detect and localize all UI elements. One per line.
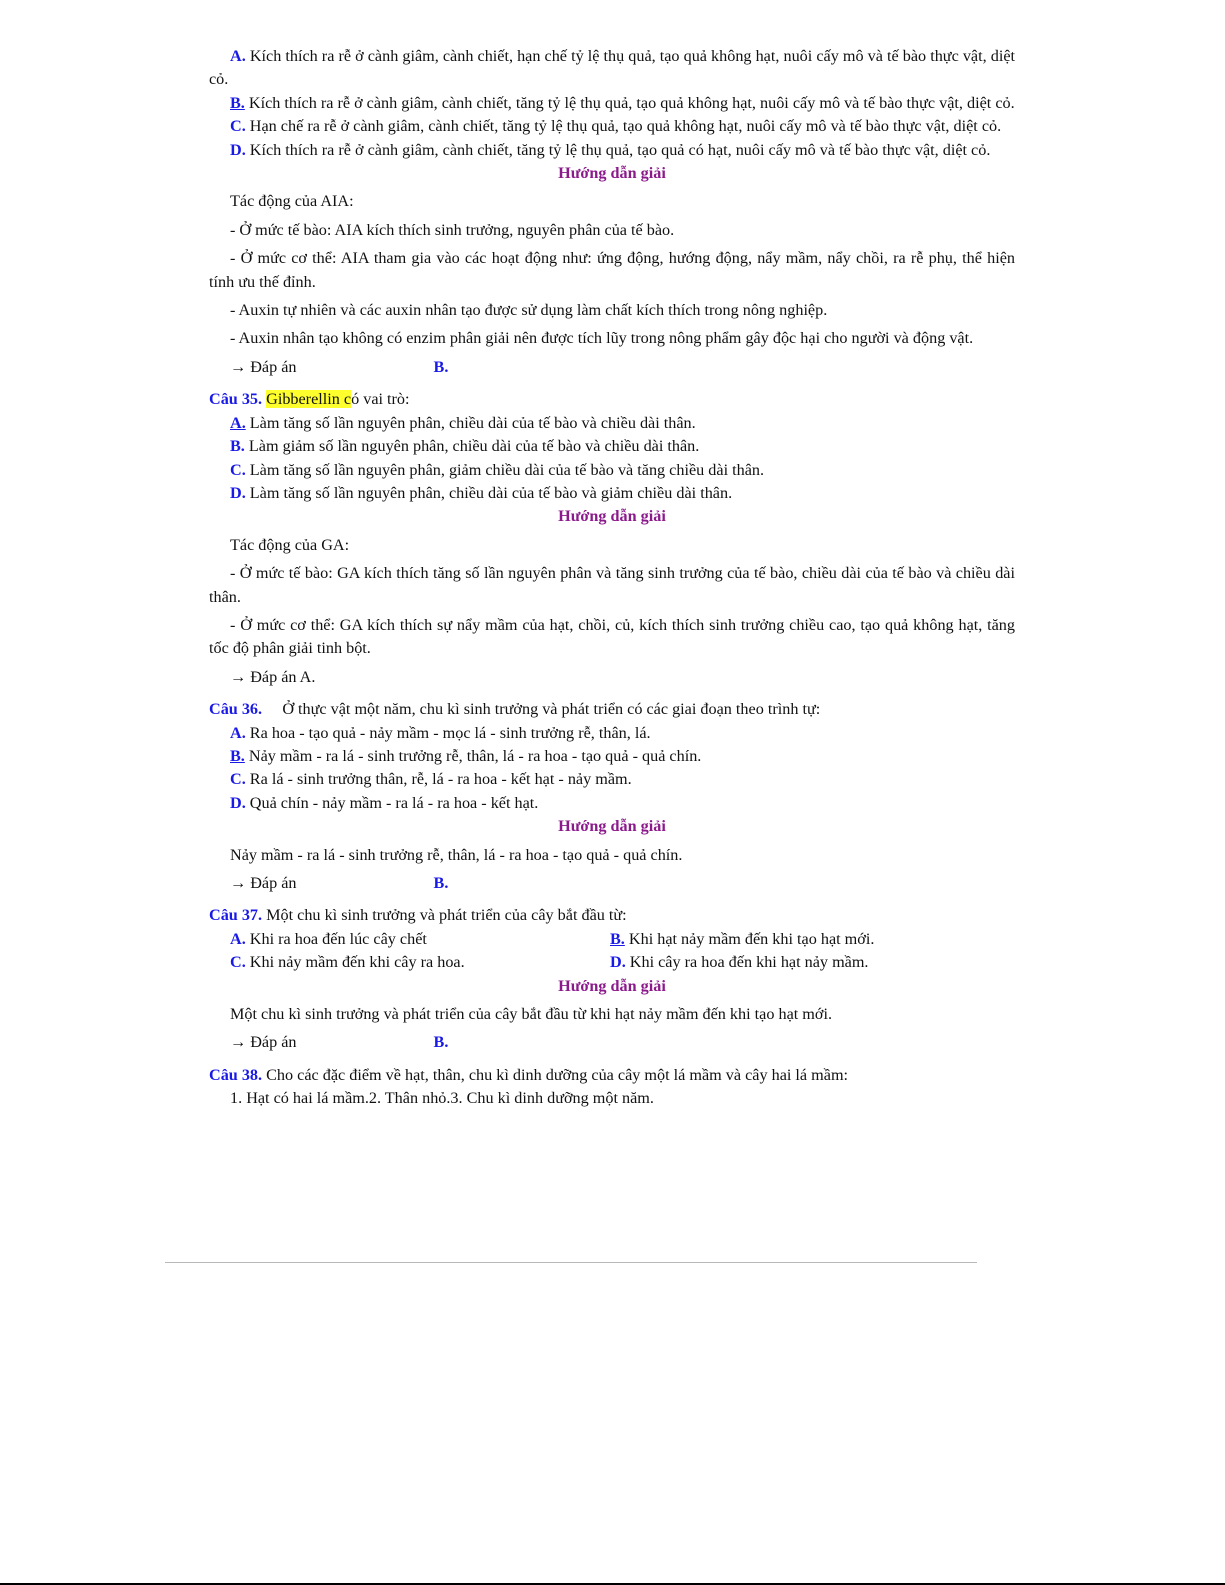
highlighted-text: Gibberellin c	[266, 390, 352, 409]
q37-stem	[209, 904, 1015, 927]
q35-option-b	[209, 435, 1015, 458]
answer-prefix: → Đáp án	[230, 874, 297, 892]
option-text: Kích thích ra rễ ở cành giâm, cành chiết, tăng tỷ lệ thụ quả, tạo quả không hạt, nuôi cấy mô và tế bào thực vật, diệt cỏ.	[248, 93, 1015, 112]
option-label: B.	[230, 437, 245, 456]
q36-option-a	[209, 722, 1015, 745]
option-label-correct: A.	[230, 413, 246, 432]
option-text: Khi ra hoa đến lúc cây chết	[249, 929, 427, 948]
option-label: D.	[230, 483, 246, 502]
q35-option-d	[209, 482, 1015, 505]
option-text: Làm tăng số lần nguyên phân, chiều dài của tế bào và giảm chiều dài thân.	[249, 483, 733, 502]
q37-options-row-2	[209, 951, 1015, 974]
q37-options-row-1	[209, 928, 1015, 951]
answer-value: B.	[433, 1033, 449, 1052]
q36-option-d	[209, 792, 1015, 815]
q36-stem	[209, 698, 1015, 721]
question-number: Câu 38.	[209, 1065, 263, 1084]
option-label: C.	[230, 460, 246, 479]
q34-option-a	[209, 45, 1015, 92]
option-text: Hạn chế ra rễ ở cành giâm, cành chiết, tăng tỷ lệ thụ quả, tạo quả không hạt, nuôi cấy mô và tế bào thực vật, diệt cỏ.	[249, 117, 1002, 136]
q36-solution: Nảy mầm - ra lá - sinh trưởng rễ, thân, lá - ra hoa - tạo quả - quả chín.	[230, 845, 683, 864]
option-label: D.	[610, 953, 626, 972]
option-text: Làm tăng số lần nguyên phân, giảm chiều dài của tế bào và tăng chiều dài thân.	[249, 460, 765, 479]
question-number: Câu 37.	[209, 906, 263, 925]
solution-heading: Hướng dẫn giải	[558, 507, 666, 526]
option-label-correct: B.	[230, 746, 245, 765]
option-text: Làm giảm số lần nguyên phân, chiều dài của tế bào và chiều dài thân.	[248, 437, 700, 456]
q37-option-a	[230, 928, 610, 951]
option-text: Ra lá - sinh trưởng thân, rễ, lá - ra hoa - kết hạt - nảy mầm.	[249, 770, 632, 789]
option-label-correct: B.	[230, 93, 245, 112]
question-text: Ở thực vật một năm, chu kì sinh trưởng và phát triển có các giai đoạn theo trình tự:	[282, 700, 821, 719]
q35-option-c	[209, 459, 1015, 482]
question-number: Câu 36.	[209, 700, 263, 719]
q34-solution-p3: - Auxin tự nhiên và các auxin nhân tạo được sử dụng làm chất kích thích trong nông nghiệp.	[230, 301, 828, 320]
option-label-correct: B.	[610, 929, 625, 948]
option-text: Khi cây ra hoa đến khi hạt nảy mầm.	[629, 953, 869, 972]
answer-prefix: → Đáp án	[230, 1033, 297, 1052]
q35-option-a	[209, 412, 1015, 435]
q34-solution-p4: - Auxin nhân tạo không có enzim phân giải nên được tích lũy trong nông phẩm gây độc hại cho người và động vật.	[230, 329, 974, 348]
q38-items: 1. Hạt có hai lá mầm.2. Thân nhỏ.3. Chu kì dinh dưỡng một năm.	[230, 1089, 654, 1108]
option-text: Khi hạt nảy mầm đến khi tạo hạt mới.	[628, 929, 875, 948]
solution-heading: Hướng dẫn giải	[558, 164, 666, 183]
option-label: C.	[230, 117, 246, 136]
q34-option-c	[209, 115, 1015, 138]
option-label: C.	[230, 770, 246, 789]
document-page	[209, 45, 1015, 1111]
q37-option-b	[610, 928, 874, 951]
option-text: Kích thích ra rễ ở cành giâm, cành chiết, hạn chế tỷ lệ thụ quả, tạo quả không hạt, nuôi cấy mô và tế bào thực vật, diệt cỏ.	[209, 47, 1015, 89]
option-label: A.	[230, 723, 246, 742]
q34-solution-p2: - Ở mức cơ thể: AIA tham gia vào các hoạt động như: ứng động, hướng động, nẩy mầm, nẩy chồi, ra rễ phụ, thể hiện tính ưu thế đỉnh.	[209, 249, 1015, 291]
question-text: Cho các đặc điểm về hạt, thân, chu kì dinh dưỡng của cây một lá mầm và cây hai lá mầm:	[266, 1065, 849, 1084]
q37-answer	[209, 1031, 1015, 1054]
option-text: Quả chín - nảy mầm - ra lá - ra hoa - kết hạt.	[249, 793, 539, 812]
q34-solution-p1: - Ở mức tế bào: AIA kích thích sinh trưởng, nguyên phân của tế bào.	[230, 220, 675, 239]
q37-option-c	[230, 951, 610, 974]
q34-answer	[209, 356, 1015, 379]
q34-option-d	[209, 139, 1015, 162]
q34-solution-intro: Tác động của AIA:	[230, 192, 354, 211]
solution-heading: Hướng dẫn giải	[558, 817, 666, 836]
option-label: A.	[230, 47, 246, 65]
q35-solution-p2: - Ở mức cơ thể: GA kích thích sự nẩy mầm của hạt, chồi, củ, kích thích sinh trưởng chiều cao, tạo quả không hạt, tăng tốc độ phân giải tinh bột.	[209, 615, 1015, 658]
option-label: C.	[230, 953, 246, 972]
page-divider	[165, 1262, 977, 1263]
q35-solution-intro: Tác động của GA:	[230, 535, 350, 554]
question-text: ó vai trò:	[351, 390, 410, 409]
answer-value: B.	[433, 874, 449, 892]
option-text: Khi nảy mầm đến khi cây ra hoa.	[249, 953, 465, 972]
q36-option-b	[209, 745, 1015, 768]
solution-heading: Hướng dẫn giải	[558, 976, 666, 995]
option-text: Ra hoa - tạo quả - nảy mầm - mọc lá - sinh trưởng rễ, thân, lá.	[249, 723, 651, 742]
answer-value: B.	[433, 357, 449, 376]
option-label: D.	[230, 793, 246, 812]
q38-stem	[209, 1064, 1015, 1087]
q36-option-c	[209, 768, 1015, 791]
q34-option-b	[209, 92, 1015, 115]
question-text: Một chu kì sinh trưởng và phát triển của cây bắt đầu từ:	[266, 906, 627, 925]
option-text: Nảy mầm - ra lá - sinh trưởng rễ, thân, lá - ra hoa - tạo quả - quả chín.	[248, 746, 702, 765]
q35-answer: → Đáp án A.	[230, 667, 316, 686]
q35-stem	[209, 388, 1015, 411]
option-label: D.	[230, 140, 246, 159]
answer-prefix: → Đáp án	[230, 357, 297, 376]
question-number: Câu 35.	[209, 390, 263, 409]
option-text: Làm tăng số lần nguyên phân, chiều dài của tế bào và chiều dài thân.	[249, 413, 696, 432]
option-text: Kích thích ra rễ ở cành giâm, cành chiết, tăng tỷ lệ thụ quả, tạo quả có hạt, nuôi cấy mô và tế bào thực vật, diệt cỏ.	[249, 140, 991, 159]
q36-answer	[209, 872, 1015, 895]
q37-option-d	[610, 951, 868, 974]
option-label: A.	[230, 929, 246, 948]
q37-solution: Một chu kì sinh trưởng và phát triển của cây bắt đầu từ khi hạt nảy mầm đến khi tạo hạt mới.	[230, 1005, 832, 1024]
q35-solution-p1: - Ở mức tế bào: GA kích thích tăng số lần nguyên phân và tăng sinh trưởng của tế bào, chiều dài của tế bào và chiều dài thân.	[209, 564, 1015, 606]
